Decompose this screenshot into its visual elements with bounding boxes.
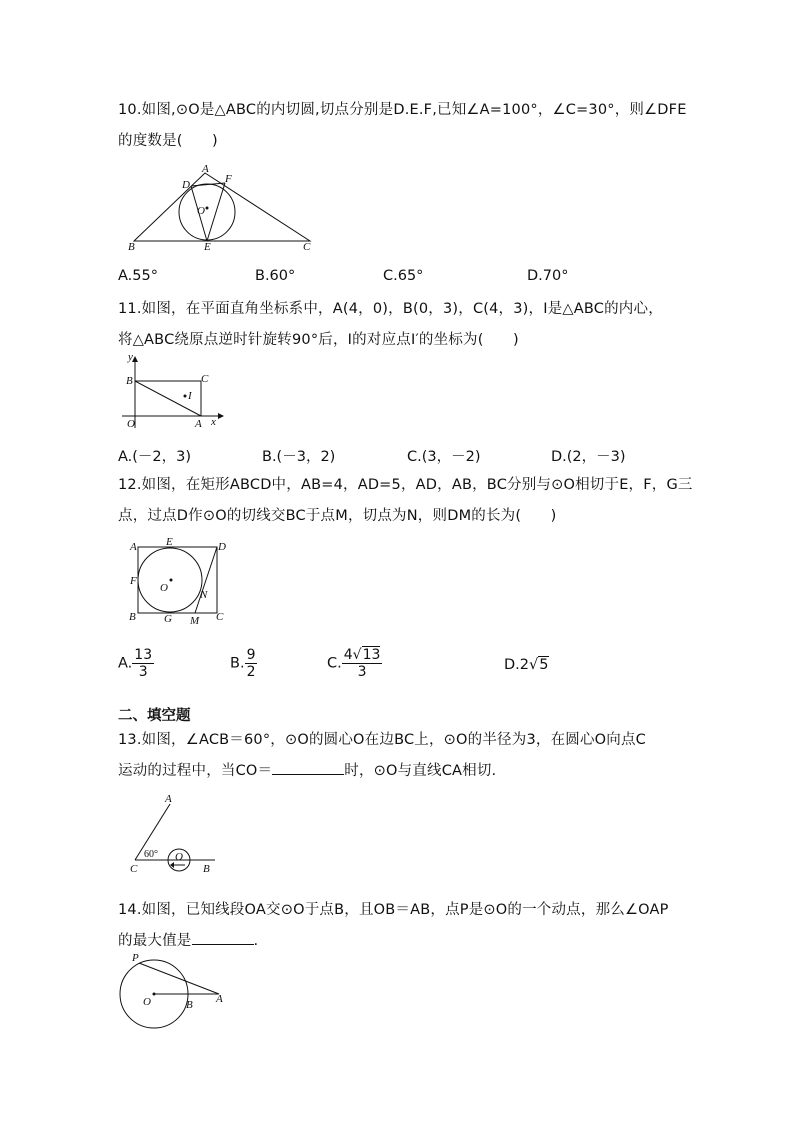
q12-center-dot [170,579,173,582]
q10-option-a[interactable]: A.55° [118,268,158,284]
q12-rectangle [138,547,217,613]
q10-label-e: E [204,241,211,253]
section-fill-in-title: 二、填空题 [118,708,191,724]
q10-option-c[interactable]: C.65° [383,268,424,284]
q12-label-g: G [164,613,172,625]
q11-incenter-dot [184,395,187,398]
q11-line1: 11.如图，在平面直角坐标系中，A(4，0)，B(0，3)，C(4，3)，I是△ABC的内心， [118,301,663,317]
q12-label-c: C [216,611,224,623]
q14-line1: 14.如图，已知线段OA交⊙O于点B，且OB＝AB，点P是⊙O的一个动点，那么∠OAP [118,902,669,918]
q11-option-a[interactable]: A.(－2，3) [118,449,192,465]
q11-label-a: A [195,418,202,430]
q14-figure [112,950,232,1035]
q11-option-c[interactable]: C.(3，－2) [407,449,481,465]
q12-label-a: A [130,541,137,553]
q12-option-b-prefix: B. [230,655,245,672]
q10-option-d[interactable]: D.70° [527,268,569,284]
q12-label-e: E [166,536,173,548]
q11-option-b[interactable]: B.(－3，2) [262,449,336,465]
q11-label-x: x [211,416,216,428]
q12-label-d: D [218,541,226,553]
q11-y-arrow [132,356,138,362]
q12-label-n: N [200,589,208,601]
q10-line2: 的度数是( ) [118,133,218,149]
q12-option-a[interactable] [118,647,154,680]
q10-segment-df [191,183,225,186]
q11-label-i: I [188,390,192,402]
q10-label-c: C [303,241,311,253]
q14-line2-end: . [253,933,259,949]
q12-label-b: B [129,611,136,623]
q13-label-a: A [165,793,172,805]
q14-label-o: O [143,996,151,1008]
q12-option-c-radicand: 13 [362,647,381,663]
q13-answer-blank[interactable] [272,756,344,775]
q11-x-arrow [218,413,224,419]
q12-label-o: O [160,582,168,594]
q14-label-b: B [186,999,193,1011]
q10-option-b[interactable]: B.60° [255,268,296,284]
q12-line1: 12.如图，在矩形ABCD中，AB=4，AD=5，AD，AB，BC分别与⊙O相切于E，F，G三 [118,477,693,493]
q10-label-d: D [182,179,190,191]
q10-line1: 10.如图,⊙O是△ABC的内切圆,切点分别是D.E.F,已知∠A=100°，∠C=30°，则∠DFE [118,102,687,118]
q13-figure [125,790,220,880]
q11-label-b: B [126,375,133,387]
q11-label-y: y [128,352,133,363]
q14-line2-start: 的最大值是 [118,933,192,949]
q13-line1: 13.如图，∠ACB＝60°，⊙O的圆心O在边BC上，⊙O的半径为3，在圆心O向点C [118,732,647,748]
q13-label-c: C [130,863,138,875]
q14-label-p: P [132,952,139,964]
q14-label-a: A [216,993,223,1005]
q12-option-d-prefix: D. [504,657,520,673]
q12-option-c-fraction [342,647,383,680]
q10-label-f: F [225,173,232,185]
q12-option-c-coefficient: 4 [343,647,353,663]
q11-figure [118,352,228,432]
q12-option-c-denominator: 3 [357,664,367,680]
q12-option-c-prefix: C. [327,655,342,672]
q13-label-o: O [175,851,183,863]
q10-center-dot [206,207,209,210]
q12-tangent-dm [195,547,217,613]
q10-label-o: O [197,205,205,217]
q12-option-a-fraction [132,647,154,680]
q14-segment-pa [139,963,219,994]
q10-figure [120,160,330,255]
q12-label-f: F [130,575,137,587]
q14-answer-blank[interactable] [192,926,254,945]
q12-option-a-numerator: 13 [134,647,153,663]
q10-incircle [179,184,235,240]
q13-label-b: B [203,863,210,875]
q13-line2-start: 运动的过程中，当CO＝ [118,763,273,779]
q12-option-b-numerator: 9 [246,647,256,663]
q11-line2: 将△ABC绕原点逆时针旋转90°后，I的对应点I′的坐标为( ) [118,332,519,348]
q12-option-b-fraction [245,647,258,680]
q12-option-b[interactable] [230,647,257,680]
q12-option-c[interactable] [327,647,382,680]
q11-label-c: C [201,373,209,385]
q12-option-a-denominator: 3 [138,664,148,680]
q12-line2: 点，过点D作⊙O的切线交BC于点M，切点为N，则DM的长为( ) [118,508,557,524]
q12-label-m: M [190,615,200,627]
q11-label-o: O [127,418,135,430]
q12-option-d-coefficient: 2 [519,657,530,673]
q13-line2-end: 时，⊙O与直线CA相切. [344,763,497,779]
q13-line2 [118,756,496,787]
q10-segment-fe [207,183,225,241]
q11-option-d[interactable]: D.(2，－3) [551,449,626,465]
q14-center-dot [153,993,156,996]
q12-option-b-denominator: 2 [246,664,256,680]
q13-label-angle: 60° [144,849,158,860]
q12-figure [120,533,235,630]
q12-option-c-numerator: 4√13 [343,647,381,663]
q10-label-b: B [128,241,135,253]
q12-option-a-prefix: A. [118,655,133,672]
q12-option-d[interactable]: D.2√5 [504,657,549,673]
q12-option-d-radicand: 5 [539,657,549,673]
q10-label-a: A [202,163,209,175]
